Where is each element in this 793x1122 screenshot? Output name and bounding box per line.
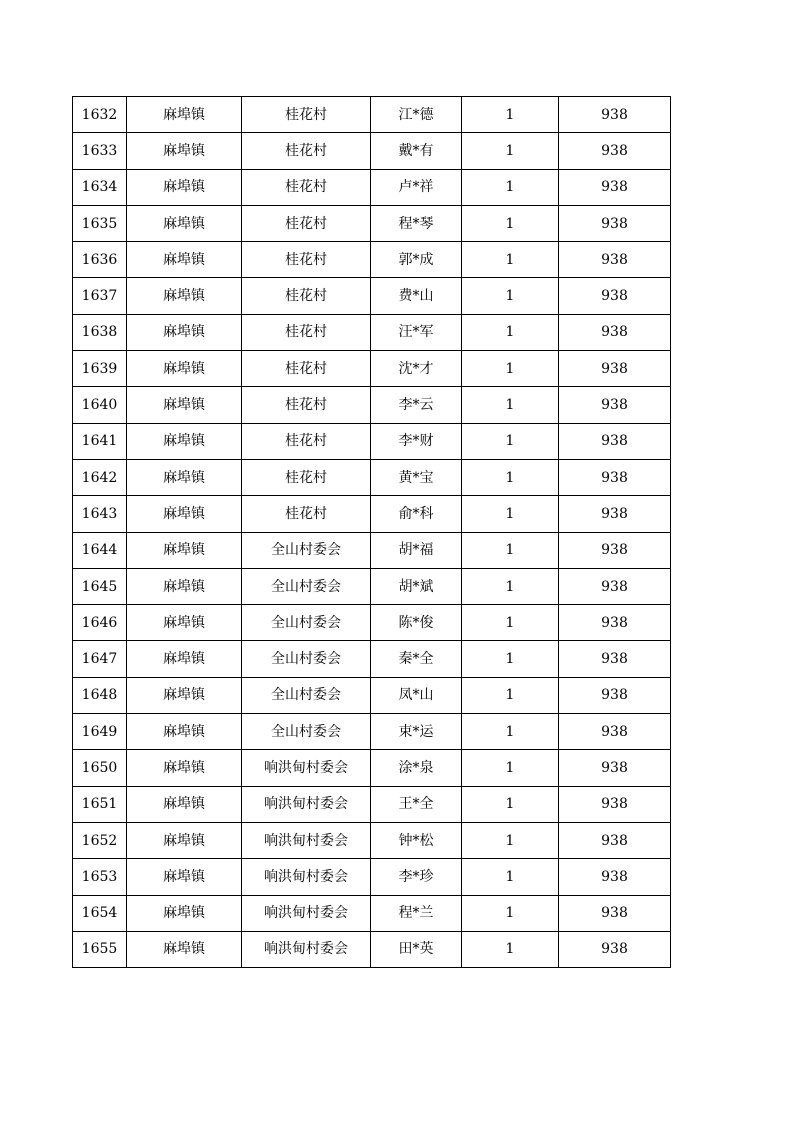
- count-cell: 1: [462, 205, 559, 241]
- row-number-cell: 1641: [73, 423, 127, 459]
- town-cell: 麻埠镇: [127, 242, 242, 278]
- town-cell: 麻埠镇: [127, 387, 242, 423]
- table-row: [73, 278, 671, 314]
- count-cell: 1: [462, 133, 559, 169]
- table-row: [73, 205, 671, 241]
- row-number-cell: 1632: [73, 97, 127, 133]
- table-row: [73, 133, 671, 169]
- town-cell: 麻埠镇: [127, 931, 242, 967]
- village-cell: 响洪甸村委会: [242, 931, 371, 967]
- village-cell: 桂花村: [242, 97, 371, 133]
- row-number-cell: 1638: [73, 314, 127, 350]
- village-cell: 桂花村: [242, 423, 371, 459]
- person-name-cell: 戴*有: [371, 133, 462, 169]
- table-row: [73, 169, 671, 205]
- row-number-cell: 1634: [73, 169, 127, 205]
- village-cell: 全山村委会: [242, 605, 371, 641]
- village-cell: 桂花村: [242, 351, 371, 387]
- amount-cell: 938: [559, 314, 671, 350]
- village-cell: 响洪甸村委会: [242, 895, 371, 931]
- town-cell: 麻埠镇: [127, 677, 242, 713]
- count-cell: 1: [462, 169, 559, 205]
- count-cell: 1: [462, 677, 559, 713]
- person-name-cell: 李*财: [371, 423, 462, 459]
- row-number-cell: 1647: [73, 641, 127, 677]
- amount-cell: 938: [559, 532, 671, 568]
- amount-cell: 938: [559, 677, 671, 713]
- amount-cell: 938: [559, 133, 671, 169]
- village-cell: 桂花村: [242, 314, 371, 350]
- village-cell: 响洪甸村委会: [242, 859, 371, 895]
- row-number-cell: 1652: [73, 822, 127, 858]
- count-cell: 1: [462, 895, 559, 931]
- person-name-cell: 凤*山: [371, 677, 462, 713]
- row-number-cell: 1635: [73, 205, 127, 241]
- village-cell: 全山村委会: [242, 641, 371, 677]
- amount-cell: 938: [559, 205, 671, 241]
- amount-cell: 938: [559, 496, 671, 532]
- town-cell: 麻埠镇: [127, 97, 242, 133]
- person-name-cell: 沈*才: [371, 351, 462, 387]
- person-name-cell: 陈*俊: [371, 605, 462, 641]
- row-number-cell: 1636: [73, 242, 127, 278]
- village-cell: 桂花村: [242, 459, 371, 495]
- amount-cell: 938: [559, 822, 671, 858]
- count-cell: 1: [462, 496, 559, 532]
- person-name-cell: 李*云: [371, 387, 462, 423]
- village-cell: 响洪甸村委会: [242, 822, 371, 858]
- table-row: [73, 242, 671, 278]
- table-row: [73, 605, 671, 641]
- person-name-cell: 胡*福: [371, 532, 462, 568]
- town-cell: 麻埠镇: [127, 895, 242, 931]
- person-name-cell: 汪*军: [371, 314, 462, 350]
- town-cell: 麻埠镇: [127, 750, 242, 786]
- row-number-cell: 1653: [73, 859, 127, 895]
- count-cell: 1: [462, 351, 559, 387]
- person-name-cell: 程*琴: [371, 205, 462, 241]
- table-row: [73, 895, 671, 931]
- amount-cell: 938: [559, 859, 671, 895]
- table-row: [73, 641, 671, 677]
- row-number-cell: 1644: [73, 532, 127, 568]
- person-name-cell: 费*山: [371, 278, 462, 314]
- person-name-cell: 程*兰: [371, 895, 462, 931]
- row-number-cell: 1640: [73, 387, 127, 423]
- person-name-cell: 卢*祥: [371, 169, 462, 205]
- table-row: [73, 423, 671, 459]
- person-name-cell: 俞*科: [371, 496, 462, 532]
- person-name-cell: 王*全: [371, 786, 462, 822]
- person-name-cell: 胡*斌: [371, 568, 462, 604]
- town-cell: 麻埠镇: [127, 314, 242, 350]
- village-cell: 全山村委会: [242, 568, 371, 604]
- table-row: [73, 496, 671, 532]
- amount-cell: 938: [559, 605, 671, 641]
- row-number-cell: 1651: [73, 786, 127, 822]
- amount-cell: 938: [559, 169, 671, 205]
- table-row: [73, 459, 671, 495]
- town-cell: 麻埠镇: [127, 169, 242, 205]
- row-number-cell: 1637: [73, 278, 127, 314]
- table-row: [73, 677, 671, 713]
- table-row: [73, 314, 671, 350]
- village-cell: 桂花村: [242, 242, 371, 278]
- person-name-cell: 田*英: [371, 931, 462, 967]
- town-cell: 麻埠镇: [127, 423, 242, 459]
- count-cell: 1: [462, 97, 559, 133]
- row-number-cell: 1649: [73, 714, 127, 750]
- row-number-cell: 1633: [73, 133, 127, 169]
- table-row: [73, 859, 671, 895]
- table-row: [73, 714, 671, 750]
- village-cell: 桂花村: [242, 496, 371, 532]
- row-number-cell: 1655: [73, 931, 127, 967]
- person-name-cell: 束*运: [371, 714, 462, 750]
- table-row: [73, 931, 671, 967]
- data-table: [72, 96, 671, 968]
- count-cell: 1: [462, 605, 559, 641]
- row-number-cell: 1642: [73, 459, 127, 495]
- village-cell: 全山村委会: [242, 677, 371, 713]
- town-cell: 麻埠镇: [127, 822, 242, 858]
- person-name-cell: 李*珍: [371, 859, 462, 895]
- row-number-cell: 1643: [73, 496, 127, 532]
- row-number-cell: 1650: [73, 750, 127, 786]
- amount-cell: 938: [559, 459, 671, 495]
- town-cell: 麻埠镇: [127, 859, 242, 895]
- person-name-cell: 黄*宝: [371, 459, 462, 495]
- town-cell: 麻埠镇: [127, 641, 242, 677]
- count-cell: 1: [462, 314, 559, 350]
- amount-cell: 938: [559, 786, 671, 822]
- village-cell: 响洪甸村委会: [242, 786, 371, 822]
- village-cell: 桂花村: [242, 133, 371, 169]
- person-name-cell: 涂*泉: [371, 750, 462, 786]
- table-row: [73, 387, 671, 423]
- town-cell: 麻埠镇: [127, 278, 242, 314]
- count-cell: 1: [462, 641, 559, 677]
- amount-cell: 938: [559, 351, 671, 387]
- count-cell: 1: [462, 387, 559, 423]
- village-cell: 桂花村: [242, 169, 371, 205]
- person-name-cell: 郭*成: [371, 242, 462, 278]
- town-cell: 麻埠镇: [127, 568, 242, 604]
- person-name-cell: 秦*全: [371, 641, 462, 677]
- table-row: [73, 786, 671, 822]
- table-body: [73, 97, 671, 968]
- count-cell: 1: [462, 859, 559, 895]
- town-cell: 麻埠镇: [127, 786, 242, 822]
- village-cell: 桂花村: [242, 205, 371, 241]
- town-cell: 麻埠镇: [127, 133, 242, 169]
- amount-cell: 938: [559, 387, 671, 423]
- town-cell: 麻埠镇: [127, 459, 242, 495]
- amount-cell: 938: [559, 714, 671, 750]
- town-cell: 麻埠镇: [127, 714, 242, 750]
- count-cell: 1: [462, 714, 559, 750]
- table-row: [73, 532, 671, 568]
- count-cell: 1: [462, 568, 559, 604]
- row-number-cell: 1639: [73, 351, 127, 387]
- amount-cell: 938: [559, 895, 671, 931]
- town-cell: 麻埠镇: [127, 351, 242, 387]
- row-number-cell: 1654: [73, 895, 127, 931]
- town-cell: 麻埠镇: [127, 532, 242, 568]
- amount-cell: 938: [559, 641, 671, 677]
- amount-cell: 938: [559, 931, 671, 967]
- amount-cell: 938: [559, 750, 671, 786]
- person-name-cell: 江*德: [371, 97, 462, 133]
- table-row: [73, 822, 671, 858]
- row-number-cell: 1645: [73, 568, 127, 604]
- count-cell: 1: [462, 822, 559, 858]
- amount-cell: 938: [559, 568, 671, 604]
- amount-cell: 938: [559, 97, 671, 133]
- count-cell: 1: [462, 931, 559, 967]
- count-cell: 1: [462, 786, 559, 822]
- village-cell: 全山村委会: [242, 532, 371, 568]
- amount-cell: 938: [559, 242, 671, 278]
- count-cell: 1: [462, 423, 559, 459]
- count-cell: 1: [462, 459, 559, 495]
- person-name-cell: 钟*松: [371, 822, 462, 858]
- count-cell: 1: [462, 532, 559, 568]
- town-cell: 麻埠镇: [127, 205, 242, 241]
- table-row: [73, 97, 671, 133]
- row-number-cell: 1648: [73, 677, 127, 713]
- table-row: [73, 750, 671, 786]
- count-cell: 1: [462, 242, 559, 278]
- row-number-cell: 1646: [73, 605, 127, 641]
- town-cell: 麻埠镇: [127, 605, 242, 641]
- count-cell: 1: [462, 278, 559, 314]
- table-row: [73, 351, 671, 387]
- village-cell: 响洪甸村委会: [242, 750, 371, 786]
- amount-cell: 938: [559, 423, 671, 459]
- table-row: [73, 568, 671, 604]
- village-cell: 桂花村: [242, 387, 371, 423]
- amount-cell: 938: [559, 278, 671, 314]
- village-cell: 全山村委会: [242, 714, 371, 750]
- village-cell: 桂花村: [242, 278, 371, 314]
- count-cell: 1: [462, 750, 559, 786]
- town-cell: 麻埠镇: [127, 496, 242, 532]
